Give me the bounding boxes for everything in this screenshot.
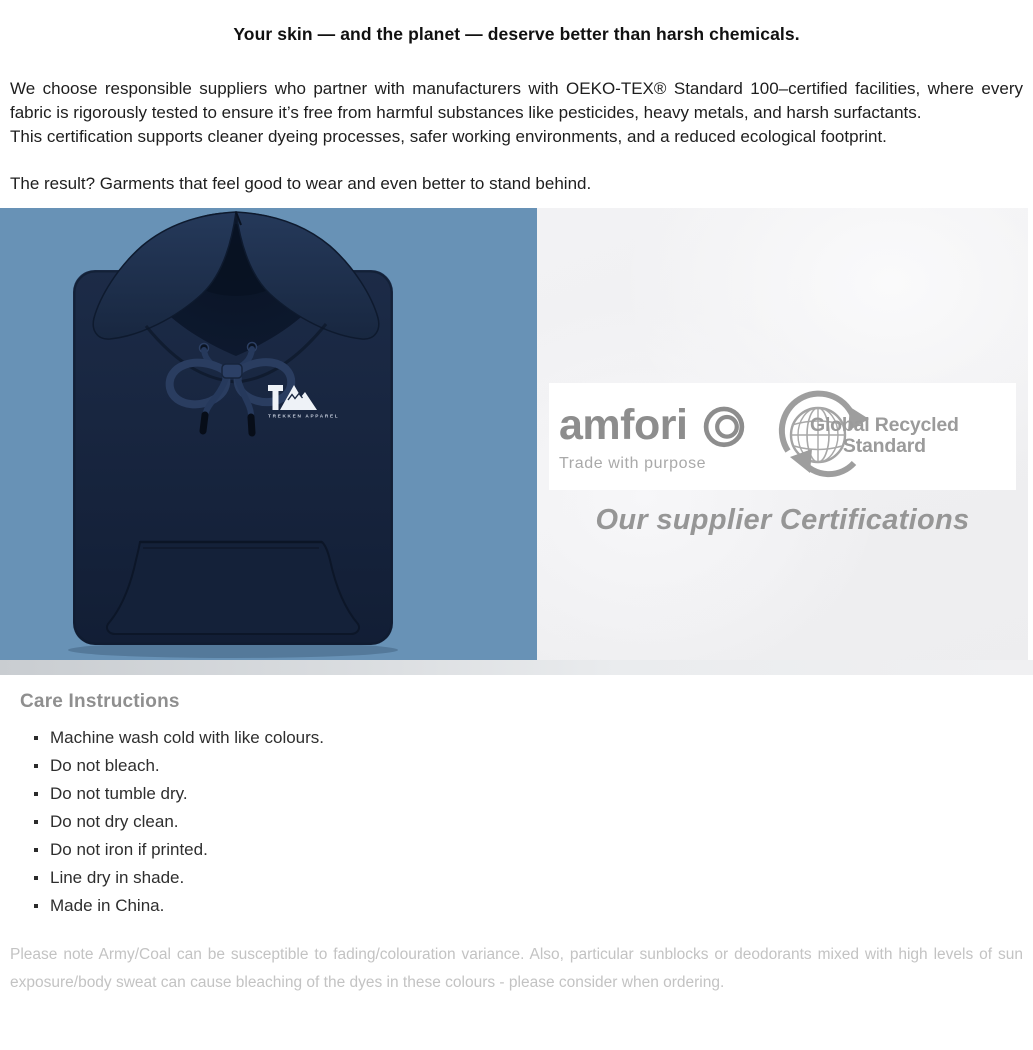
certification-logos-band (549, 383, 1016, 490)
care-instruction-item: Line dry in shade. (20, 864, 1033, 892)
intro-paragraph-2: This certification supports cleaner dyeing processes, safer working environments, and a reduced ecological footprint. (10, 127, 887, 146)
intro-paragraph-1: We choose responsible suppliers who partner with manufacturers with OEKO-TEX® Standard 100–certified facilities, where every fabric is rigorously tested to ensure it’s free from harmful substances like pesticides, heavy metals, and harsh surfactants. (10, 79, 1023, 122)
care-instruction-item: Do not iron if printed. (20, 836, 1033, 864)
product-description-page (0, 24, 1033, 1050)
supplier-certifications-caption: Our supplier Certifications (595, 504, 970, 536)
product-image-band (0, 208, 1033, 675)
care-instruction-item: Machine wash cold with like colours. (20, 724, 1033, 752)
care-instructions-list (20, 724, 1033, 920)
product-photo-hoodie (0, 208, 537, 660)
hoodie-illustration (0, 208, 537, 660)
grs-wordmark (810, 415, 959, 457)
grs-line1: Global Recycled (810, 413, 959, 436)
amfori-wordmark: amfori (559, 401, 688, 449)
grs-line2: Standard (842, 434, 926, 457)
intro-paragraph-3: The result? Garments that feel good to wear and even better to stand behind. (10, 174, 592, 193)
page-headline: Your skin — and the planet — deserve better than harsh chemicals. (233, 24, 800, 44)
care-instruction-item: Do not bleach. (20, 752, 1033, 780)
care-instructions-section (20, 691, 1033, 920)
colour-fading-note: Please note Army/Coal can be susceptible to fading/colouration variance. Also, particular sunblocks or deodorants mixed with high levels of sun exposure/body sweat can cause bleaching of the dyes in these colours - please consider when ordering. (10, 946, 1023, 991)
intro-text (10, 77, 1023, 196)
amfori-rings-icon (701, 401, 747, 451)
grs-logo (774, 389, 976, 485)
ta-brand-subtext: TREKKEN APPAREL (268, 413, 340, 419)
amfori-tagline: Trade with purpose (559, 454, 707, 472)
care-instruction-item: Do not tumble dry. (20, 780, 1033, 808)
amfori-logo (559, 401, 747, 473)
care-instruction-item: Do not dry clean. (20, 808, 1033, 836)
care-instructions-title: Care Instructions (20, 691, 180, 712)
certifications-panel (537, 208, 1028, 675)
care-instruction-item: Made in China. (20, 892, 1033, 920)
hoodie-pocket (107, 542, 359, 634)
image-bottom-strip (0, 660, 1033, 675)
